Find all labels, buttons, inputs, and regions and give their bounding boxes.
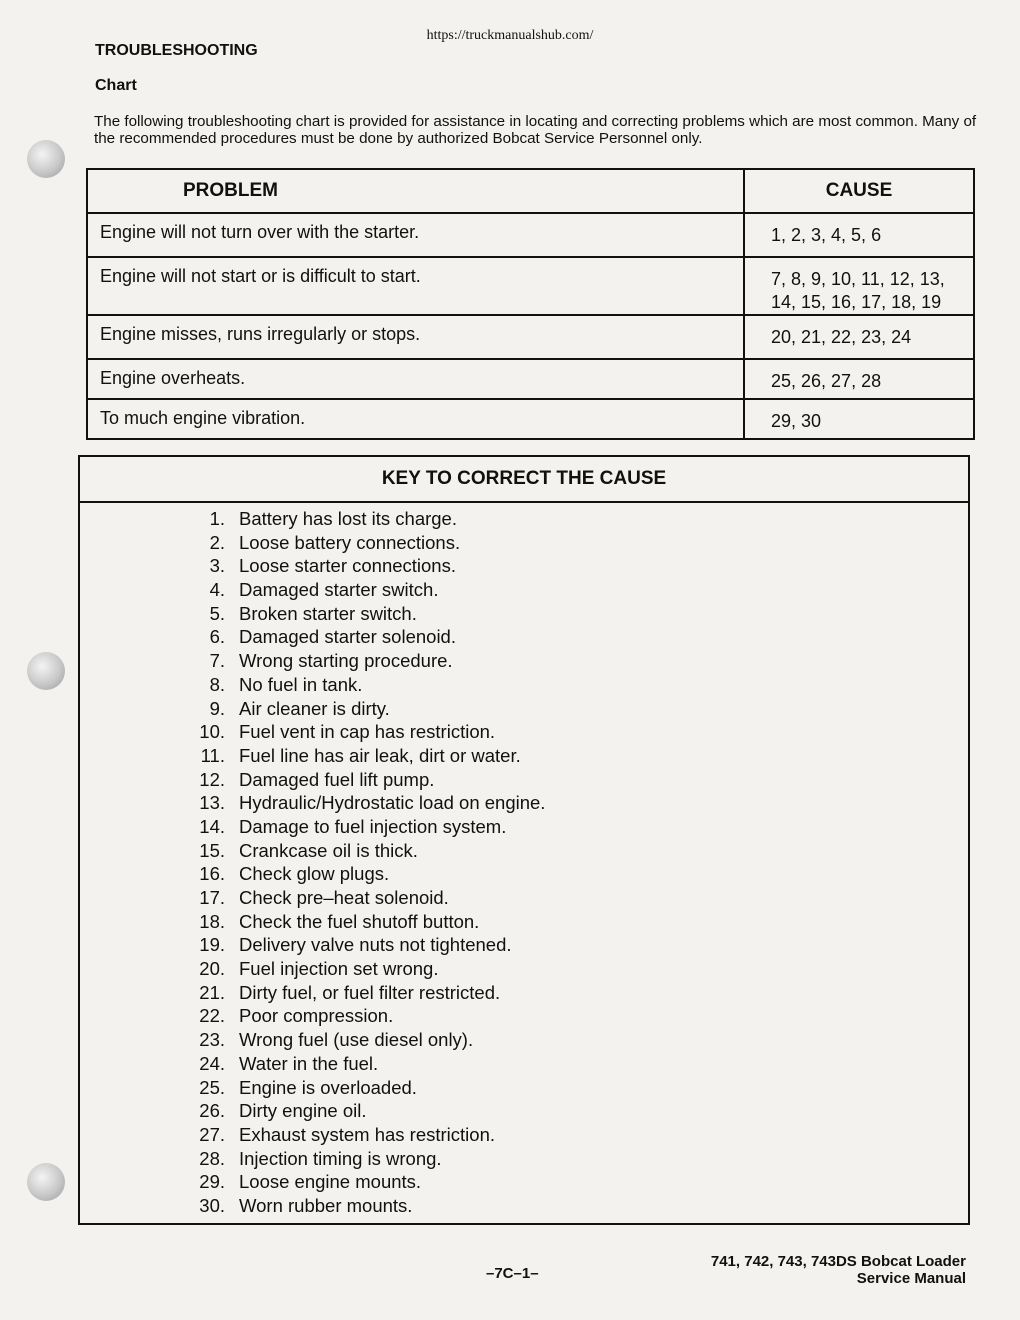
key-item bbox=[80, 1028, 968, 1052]
key-item-number: 11. bbox=[200, 744, 225, 766]
key-item-number: 29. bbox=[199, 1171, 225, 1193]
table-row bbox=[87, 399, 974, 439]
key-item-number: 22. bbox=[199, 1005, 225, 1027]
key-item-number: 17. bbox=[199, 887, 225, 908]
binder-hole-icon bbox=[27, 140, 65, 178]
cause-cell: 29, 30 bbox=[744, 399, 974, 439]
key-item-text: Damaged fuel lift pump. bbox=[239, 768, 435, 790]
key-item-number: 16. bbox=[199, 863, 225, 885]
problem-column-header: PROBLEM bbox=[87, 169, 744, 213]
key-item-number: 20. bbox=[199, 958, 225, 980]
intro-paragraph: The following troubleshooting chart is provided for assistance in locating and correcting problems which are most common. Many of the recommended procedures must be done by authorized Bobcat Service Personnel only. bbox=[94, 113, 977, 147]
key-item bbox=[80, 1194, 968, 1218]
key-item-number: 24. bbox=[199, 1052, 225, 1074]
key-item-text: Engine is overloaded. bbox=[239, 1076, 417, 1098]
key-item bbox=[80, 1170, 968, 1194]
binder-hole-icon bbox=[27, 1163, 65, 1201]
cause-column-header: CAUSE bbox=[744, 169, 974, 213]
problem-cell: Engine will not start or is difficult to start. bbox=[87, 257, 744, 315]
key-item-number: 18. bbox=[199, 910, 225, 932]
key-item-number: 9. bbox=[209, 697, 225, 719]
key-item bbox=[80, 1147, 968, 1171]
table-row bbox=[87, 257, 974, 315]
table-row bbox=[87, 359, 974, 399]
key-item bbox=[80, 697, 968, 721]
key-item bbox=[80, 791, 968, 815]
key-item-text: Check glow plugs. bbox=[239, 863, 390, 885]
key-item-text: Delivery valve nuts not tightened. bbox=[239, 934, 512, 956]
key-item bbox=[80, 981, 968, 1005]
key-item-number: 28. bbox=[199, 1147, 225, 1169]
section-title: TROUBLESHOOTING bbox=[95, 42, 258, 59]
key-item-text: Crankcase oil is thick. bbox=[239, 839, 418, 861]
problem-cell: Engine will not turn over with the starter. bbox=[87, 213, 744, 257]
key-item bbox=[80, 1052, 968, 1076]
key-item bbox=[80, 910, 968, 934]
key-item-number: 13. bbox=[199, 792, 225, 814]
key-item bbox=[80, 602, 968, 626]
chart-subtitle: Chart bbox=[95, 77, 137, 94]
key-title: KEY TO CORRECT THE CAUSE bbox=[80, 457, 968, 503]
key-item-number: 10. bbox=[199, 721, 225, 743]
table-header-row bbox=[87, 169, 974, 213]
key-item-number: 5. bbox=[209, 602, 225, 624]
problem-cell: Engine overheats. bbox=[87, 359, 744, 399]
key-item bbox=[80, 531, 968, 555]
key-list bbox=[80, 503, 968, 1218]
key-item-text: Air cleaner is dirty. bbox=[239, 697, 390, 719]
key-item-number: 12. bbox=[199, 768, 225, 790]
manual-title bbox=[711, 1253, 966, 1287]
key-item bbox=[80, 768, 968, 792]
key-item-text: Loose starter connections. bbox=[239, 555, 456, 577]
key-item-number: 14. bbox=[199, 815, 225, 837]
cause-cell: 20, 21, 22, 23, 24 bbox=[744, 315, 974, 359]
binder-hole-icon bbox=[27, 652, 65, 690]
key-item-text: Fuel line has air leak, dirt or water. bbox=[239, 744, 521, 766]
key-item-number: 6. bbox=[209, 626, 225, 648]
table-row bbox=[87, 213, 974, 257]
key-item-text: Hydraulic/Hydrostatic load on engine. bbox=[239, 792, 546, 814]
key-item bbox=[80, 839, 968, 863]
key-box bbox=[78, 455, 970, 1225]
key-item-text: Check the fuel shutoff button. bbox=[239, 910, 480, 932]
problem-cell: Engine misses, runs irregularly or stops. bbox=[87, 315, 744, 359]
key-item-text: Check pre–heat solenoid. bbox=[239, 887, 449, 908]
key-item-number: 30. bbox=[199, 1194, 225, 1216]
key-item-number: 26. bbox=[199, 1100, 225, 1122]
problem-cause-table bbox=[86, 168, 975, 440]
key-item-text: Loose engine mounts. bbox=[239, 1171, 422, 1193]
key-item-text: Worn rubber mounts. bbox=[239, 1194, 413, 1216]
key-item bbox=[80, 1076, 968, 1100]
key-item-number: 4. bbox=[209, 579, 225, 601]
problem-cell: To much engine vibration. bbox=[87, 399, 744, 439]
key-item bbox=[80, 649, 968, 673]
key-item bbox=[80, 673, 968, 697]
key-item bbox=[80, 862, 968, 886]
key-item-number: 25. bbox=[199, 1076, 225, 1098]
key-item-number: 1. bbox=[209, 508, 225, 529]
key-item bbox=[80, 554, 968, 578]
key-item-text: Injection timing is wrong. bbox=[239, 1147, 442, 1169]
key-item-number: 27. bbox=[199, 1123, 225, 1145]
key-item-text: No fuel in tank. bbox=[239, 673, 363, 695]
cause-cell: 7, 8, 9, 10, 11, 12, 13, 14, 15, 16, 17, 18, 19 bbox=[744, 257, 974, 315]
key-item-number: 2. bbox=[209, 531, 225, 553]
key-item-text: Water in the fuel. bbox=[239, 1052, 379, 1074]
key-item-text: Dirty fuel, or fuel filter restricted. bbox=[239, 981, 501, 1003]
key-item bbox=[80, 625, 968, 649]
source-url: https://truckmanualshub.com/ bbox=[426, 28, 594, 43]
key-item-number: 7. bbox=[209, 650, 225, 672]
key-item-text: Damaged starter switch. bbox=[239, 579, 439, 601]
cause-cell: 1, 2, 3, 4, 5, 6 bbox=[744, 213, 974, 257]
key-item-text: Wrong fuel (use diesel only). bbox=[239, 1029, 474, 1051]
key-item bbox=[80, 507, 968, 531]
manual-title-line2: Service Manual bbox=[856, 1270, 966, 1287]
key-item-number: 8. bbox=[209, 673, 225, 695]
key-item-text: Exhaust system has restriction. bbox=[239, 1123, 496, 1145]
key-item bbox=[80, 957, 968, 981]
key-item bbox=[80, 744, 968, 768]
key-item bbox=[80, 720, 968, 744]
key-item-text: Fuel injection set wrong. bbox=[239, 958, 439, 980]
page-number: –7C–1– bbox=[486, 1265, 539, 1282]
key-item-text: Wrong starting procedure. bbox=[239, 650, 453, 672]
key-item bbox=[80, 578, 968, 602]
key-item-text: Broken starter switch. bbox=[239, 602, 417, 624]
key-item-text: Dirty engine oil. bbox=[239, 1100, 367, 1122]
table-row bbox=[87, 315, 974, 359]
key-item-text: Fuel vent in cap has restriction. bbox=[239, 721, 496, 743]
key-item-number: 19. bbox=[199, 934, 225, 956]
key-item-number: 15. bbox=[199, 839, 225, 861]
key-item bbox=[80, 1123, 968, 1147]
key-item bbox=[80, 1099, 968, 1123]
key-item-number: 3. bbox=[209, 555, 225, 577]
key-item-text: Poor compression. bbox=[239, 1005, 394, 1027]
key-item-text: Damaged starter solenoid. bbox=[239, 626, 456, 648]
cause-cell: 25, 26, 27, 28 bbox=[744, 359, 974, 399]
key-item-text: Battery has lost its charge. bbox=[239, 508, 457, 529]
manual-title-line1: 741, 742, 743, 743DS Bobcat Loader bbox=[710, 1253, 966, 1270]
key-item-number: 23. bbox=[199, 1029, 225, 1051]
key-item bbox=[80, 815, 968, 839]
key-item-number: 21. bbox=[199, 981, 225, 1003]
key-item bbox=[80, 933, 968, 957]
key-item-text: Damage to fuel injection system. bbox=[239, 815, 507, 837]
key-item-text: Loose battery connections. bbox=[239, 531, 461, 553]
key-item bbox=[80, 886, 968, 910]
key-item bbox=[80, 1004, 968, 1028]
